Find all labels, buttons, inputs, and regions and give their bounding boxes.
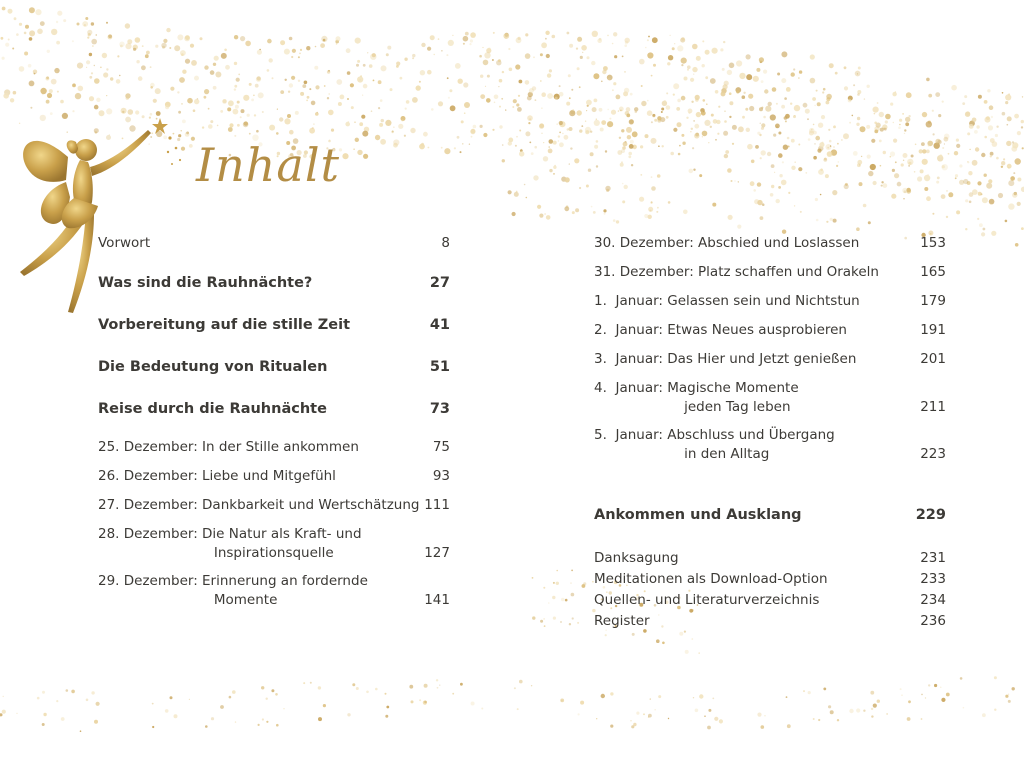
toc-entry-label: 26. Dezember: Liebe und Mitgefühl	[98, 468, 336, 484]
toc-entry-label: Die Bedeutung von Ritualen	[98, 359, 328, 375]
magic-wand-icon	[152, 118, 181, 165]
toc-entry-page: 211	[920, 399, 946, 415]
toc-entry-label: 31. Dezember: Platz schaffen und Orakeln	[594, 264, 879, 280]
toc-entry	[98, 572, 450, 610]
page-title: Inhalt	[196, 138, 341, 192]
toc-entry-page: 27	[429, 275, 450, 291]
toc-entry-label: 30. Dezember: Abschied und Loslassen	[594, 235, 860, 251]
toc-entry-page: 153	[920, 235, 946, 251]
toc-entry-label: Vorbereitung auf die stille Zeit	[98, 317, 351, 333]
toc-entry-page: 236	[920, 613, 946, 629]
toc-entry-page: 223	[920, 446, 946, 462]
toc-entry	[594, 426, 946, 464]
toc-entry	[594, 321, 946, 340]
toc-entry-page: 8	[441, 235, 450, 251]
toc-entry-page: 141	[424, 592, 450, 608]
toc-entry-label: 29. Dezember: Erinnerung an fordernde Momente	[98, 573, 368, 608]
toc-entry-label: 1. Januar: Gelassen sein und Nichtstun	[594, 293, 860, 309]
toc-entry-page: 191	[920, 322, 946, 338]
toc-entry-label: Quellen- und Literaturverzeichnis	[594, 592, 820, 608]
toc-entry	[594, 379, 946, 417]
toc-entry-label: Meditationen als Download-Option	[594, 571, 828, 587]
toc-entry-label: Register	[594, 613, 650, 629]
toc-entry	[594, 263, 946, 282]
toc-entry-page: 179	[920, 293, 946, 309]
toc-entry-page: 73	[429, 401, 450, 417]
toc-entry-label: 2. Januar: Etwas Neues ausprobieren	[594, 322, 847, 338]
toc-entry-page: 165	[920, 264, 946, 280]
toc-entry	[98, 496, 450, 515]
toc-entry-page: 51	[429, 359, 450, 375]
toc-entry	[98, 316, 450, 335]
toc-entry	[98, 400, 450, 419]
toc-entry	[594, 350, 946, 369]
toc-entry-page: 127	[424, 545, 450, 561]
toc-entry-page: 229	[915, 507, 946, 523]
toc-entry-label: 28. Dezember: Die Natur als Kraft- und Inspirationsquelle	[98, 526, 362, 561]
toc-entry	[594, 292, 946, 311]
toc-entry-page: 234	[920, 592, 946, 608]
toc-entry-page: 75	[432, 439, 450, 455]
toc-entry	[98, 274, 450, 293]
toc-entry-page: 111	[424, 497, 450, 513]
toc-entry	[98, 467, 450, 486]
toc-entry	[594, 234, 946, 253]
toc-entry	[594, 612, 946, 631]
toc-entry-page: 93	[432, 468, 450, 484]
toc-entry-label: Was sind die Rauhnächte?	[98, 275, 313, 291]
toc-entry	[98, 525, 450, 563]
toc-entry	[594, 591, 946, 610]
toc-entry-label: 4. Januar: Magische Momente jeden Tag leben	[594, 380, 799, 415]
toc-entry	[98, 438, 450, 457]
toc-entry-label: 27. Dezember: Dankbarkeit und Wertschätzung	[98, 497, 420, 513]
toc-entry-label: Reise durch die Rauhnächte	[98, 401, 327, 417]
toc-entry	[594, 549, 946, 568]
toc-entry-label: 3. Januar: Das Hier und Jetzt genießen	[594, 351, 857, 367]
toc-entry-label: 5. Januar: Abschluss und Übergang in den Alltag	[594, 427, 835, 462]
toc-entry-label: Vorwort	[98, 235, 151, 251]
toc-entry-label: Ankommen und Ausklang	[594, 507, 802, 523]
toc-entry-page: 233	[920, 571, 946, 587]
toc-entry-page: 231	[920, 550, 946, 566]
toc-entry	[594, 570, 946, 589]
toc-entry-label: 25. Dezember: In der Stille ankommen	[98, 439, 359, 455]
toc-entry	[594, 506, 946, 525]
toc-entry-page: 41	[429, 317, 450, 333]
toc-entry-page: 201	[920, 351, 946, 367]
toc-entry	[98, 358, 450, 377]
toc-entry-label: Danksagung	[594, 550, 679, 566]
toc-entry	[98, 234, 450, 253]
